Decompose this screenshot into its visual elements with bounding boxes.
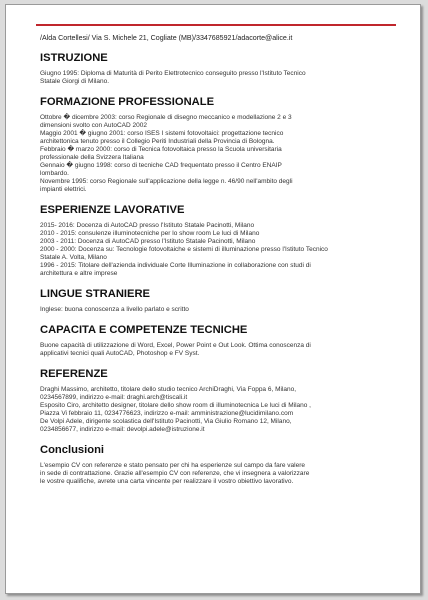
formazione-line: Maggio 2001 � giugno 2001: corso ISES I sistemi fotovoltaici: progettazione tecnico [40, 130, 284, 137]
section-title-istruzione: ISTRUZIONE [40, 52, 108, 64]
esperienze-line: architettura e altre imprese [40, 270, 118, 277]
formazione-line: Ottobre � dicembre 2003: corso Regionale di disegno meccanico e modellazione 2 e 3 [40, 114, 292, 121]
istruzione-line: Statale Giorgi di Milano. [40, 78, 110, 85]
formazione-line: Gennaio � giugno 1998: corso di tecniche CAD frequentato presso il Centro ENAIP [40, 162, 282, 169]
conclusioni-line: le vostre qualifiche, avrete una carta vincente per realizzare il vostro obiettivo lavorativo. [40, 478, 294, 485]
referenze-line: Draghi Massimo, architetto, titolare dello studio tecnico ArchiDraghi, Via Foppa 6, Milano, [40, 386, 297, 393]
formazione-line: lombardo. [40, 170, 69, 177]
formazione-line: professionale della Svizzera Italiana [40, 154, 144, 161]
cv-content [40, 34, 400, 486]
referenze-line: Esposito Ciro, architetto designer, titolare dello show room di illuminotecnica Le luci di Milano , [40, 402, 311, 409]
esperienze-line: Statale A. Volta, Milano [40, 254, 107, 261]
formazione-line: Febbraio � marzo 2000: corso di Tecnica fotovoltaica presso la Scuola universitaria [40, 146, 282, 153]
section-title-conclusioni: Conclusioni [40, 444, 105, 456]
esperienze-line: 2015- 2016: Docenza di AutoCAD presso l'Istituto Statale Pacinotti, Milano [40, 222, 255, 229]
formazione-line: architettonica tenuto presso il Collegio Periti Industriali della Provincia di Bologna. [40, 138, 275, 145]
esperienze-line: 1996 - 2015: Titolare dell'azienda individuale Corte Illuminazione in collaborazione con studi di [40, 262, 311, 269]
referenze-line: 0234856677, indirizzo e-mail: devolpi.adele@istruzione.it [40, 426, 205, 433]
istruzione-line: Giugno 1995: Diploma di Maturità di Perito Elettrotecnico conseguito presso l'Istituto Tecnico [40, 70, 306, 77]
esperienze-line: 2003 - 2011: Docenza di AutoCAD presso l'Istituto Statale Pacinotti, Milano [40, 238, 256, 245]
contact-line: /Alda Cortellesi/ Via S. Michele 21, Cogliate (MB)/3347685921/adacorte@alice.it [40, 34, 293, 42]
capacita-line: applicativi tecnici quali AutoCAD, Photoshop e FV Syst. [40, 350, 200, 357]
conclusioni-line: L'esempio CV con referenze e stato pensato per chi ha esperienze sul campo da fare valere [40, 462, 306, 469]
esperienze-line: 2010 - 2015: consulenze illuminotecniche per lo show room Le luci di Milano [40, 230, 260, 237]
formazione-line: dimensioni svolto con AutoCAD 2002 [40, 122, 147, 129]
referenze-line: De Volpi Adele, dirigente scolastica dell'Istituto Pacinotti, Via Giulio Romano 12, Milano, [40, 418, 292, 425]
cv-page [5, 4, 421, 594]
formazione-line: impianti elettrici. [40, 186, 87, 193]
section-title-esperienze: ESPERIENZE LAVORATIVE [40, 204, 185, 216]
esperienze-line: 2000 - 2000: Docenza su: Tecnologie fotovoltaiche e sistemi di illuminazione presso l'Istituto Tecnico [40, 246, 328, 253]
conclusioni-line: in sede di contrattazione. Grazie all'esempio CV con referenze, che vi insegnera a valorizzare [40, 470, 310, 477]
capacita-line: Buone capacità di utilizzazione di Word, Excel, Power Point e Out Look. Ottima conoscenza di [40, 342, 311, 349]
header-rule [36, 24, 396, 26]
section-title-lingue: LINGUE STRANIERE [40, 288, 151, 300]
lingue-line: Inglese: buona conoscenza a livello parlato e scritto [40, 306, 189, 313]
referenze-line: Piazza Vi febbraio 11, 0234776623, indirizzo e-mail: amministrazione@lucidimilano.com [40, 410, 294, 417]
formazione-line: Novembre 1995: corso Regionale sull'applicazione della legge n. 46/90 nell'ambito degli [40, 178, 293, 185]
section-title-formazione: FORMAZIONE PROFESSIONALE [40, 96, 215, 108]
section-title-capacita: CAPACITA E COMPETENZE TECNICHE [40, 324, 248, 336]
section-title-referenze: REFERENZE [40, 368, 108, 380]
referenze-line: 0234567899, indirizzo e-mail: draghi.arch@tiscali.it [40, 394, 188, 401]
